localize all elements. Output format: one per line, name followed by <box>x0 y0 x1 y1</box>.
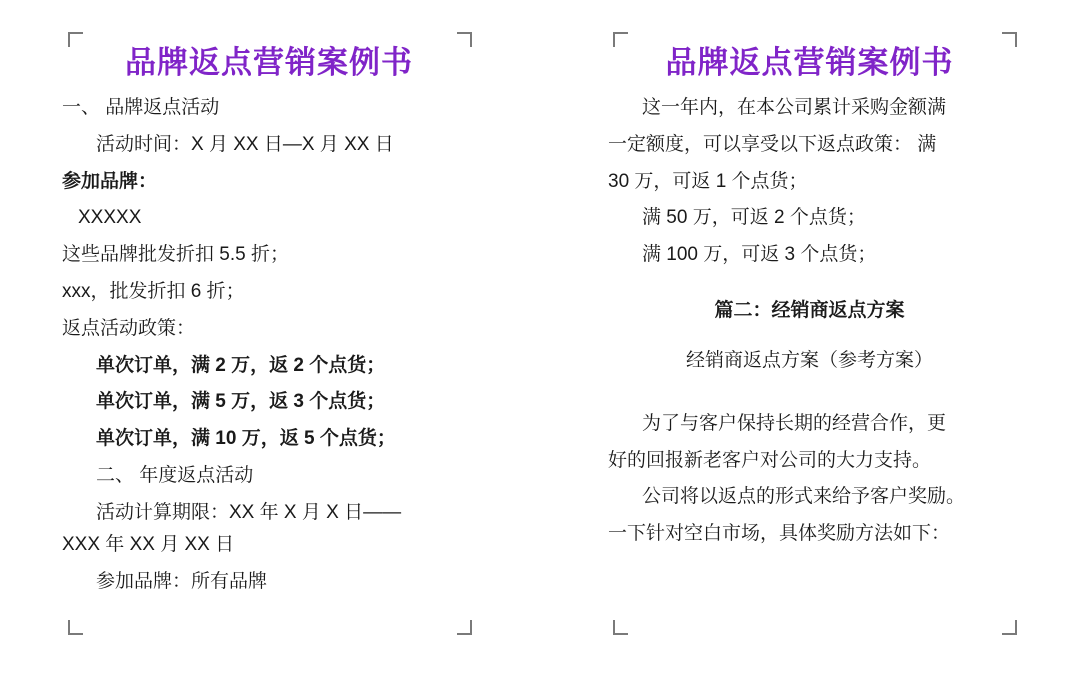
crop-mark-bottom-right <box>457 620 472 635</box>
heading-section-one: 一、 品牌返点活动 <box>62 97 220 119</box>
calculation-period-line2: XXX 年 XX 月 XX 日 <box>62 534 235 556</box>
crop-mark-top-right <box>457 32 472 47</box>
annual-policy-line2: 一定额度，可以享受以下返点政策： 满 <box>608 133 937 155</box>
annual-policy-line3: 30 万，可返 1 个点货； <box>608 170 808 192</box>
rebate-tier-2: 单次订单，满 5 万，返 3 个点货； <box>96 391 386 413</box>
participating-brands-all: 参加品牌：所有品牌 <box>96 571 268 593</box>
cooperation-paragraph-line2: 好的回报新老客户对公司的大力支持。 <box>608 449 932 471</box>
spacer <box>608 383 1011 409</box>
page-title-left: 品牌返点营销案例书 <box>125 45 413 80</box>
cooperation-paragraph-line1: 为了与客户保持长期的经营合作，更 <box>642 412 947 434</box>
annual-tier-50: 满 50 万，可返 2 个点货； <box>642 207 866 229</box>
section-heading-part-two: 篇二：经销商返点方案 <box>714 300 905 322</box>
wholesale-discount-2: xxx，批发折扣 6 折； <box>62 281 245 303</box>
spacer <box>608 277 1011 295</box>
crop-mark-bottom-right <box>1002 620 1017 635</box>
reward-paragraph-line1: 公司将以返点的形式来给予客户奖励。 <box>642 486 966 508</box>
wholesale-discount-1: 这些品牌批发折扣 5.5 折； <box>62 244 289 266</box>
reference-plan-note: 经销商返点方案（参考方案） <box>685 350 933 372</box>
rebate-tier-3: 单次订单，满 10 万，返 5 个点货； <box>96 428 396 450</box>
reward-paragraph-line2: 一下针对空白市场，具体奖励方法如下： <box>608 523 951 545</box>
heading-section-two: 二、 年度返点活动 <box>96 464 254 486</box>
crop-mark-top-left <box>613 32 628 47</box>
crop-mark-bottom-left <box>613 620 628 635</box>
page-title-right: 品牌返点营销案例书 <box>665 45 954 80</box>
crop-mark-top-left <box>68 32 83 47</box>
rebate-tier-1: 单次订单，满 2 万，返 2 个点货； <box>96 354 386 376</box>
activity-time: 活动时间：X 月 XX 日—X 月 XX 日 <box>96 133 394 155</box>
participating-brands-label: 参加品牌： <box>62 170 158 192</box>
rebate-policy-label: 返点活动政策： <box>62 317 196 339</box>
calculation-period-line1: 活动计算期限：XX 年 X 月 X 日—— <box>96 501 402 523</box>
crop-mark-top-right <box>1002 32 1017 47</box>
spacer <box>608 328 1011 346</box>
crop-mark-bottom-left <box>68 620 83 635</box>
annual-tier-100: 满 100 万，可返 3 个点货； <box>642 244 877 266</box>
participating-brands-value: XXXXX <box>78 207 142 229</box>
annual-policy-line1: 这一年内，在本公司累计采购金额满 <box>642 97 947 119</box>
page-right <box>538 0 1073 679</box>
